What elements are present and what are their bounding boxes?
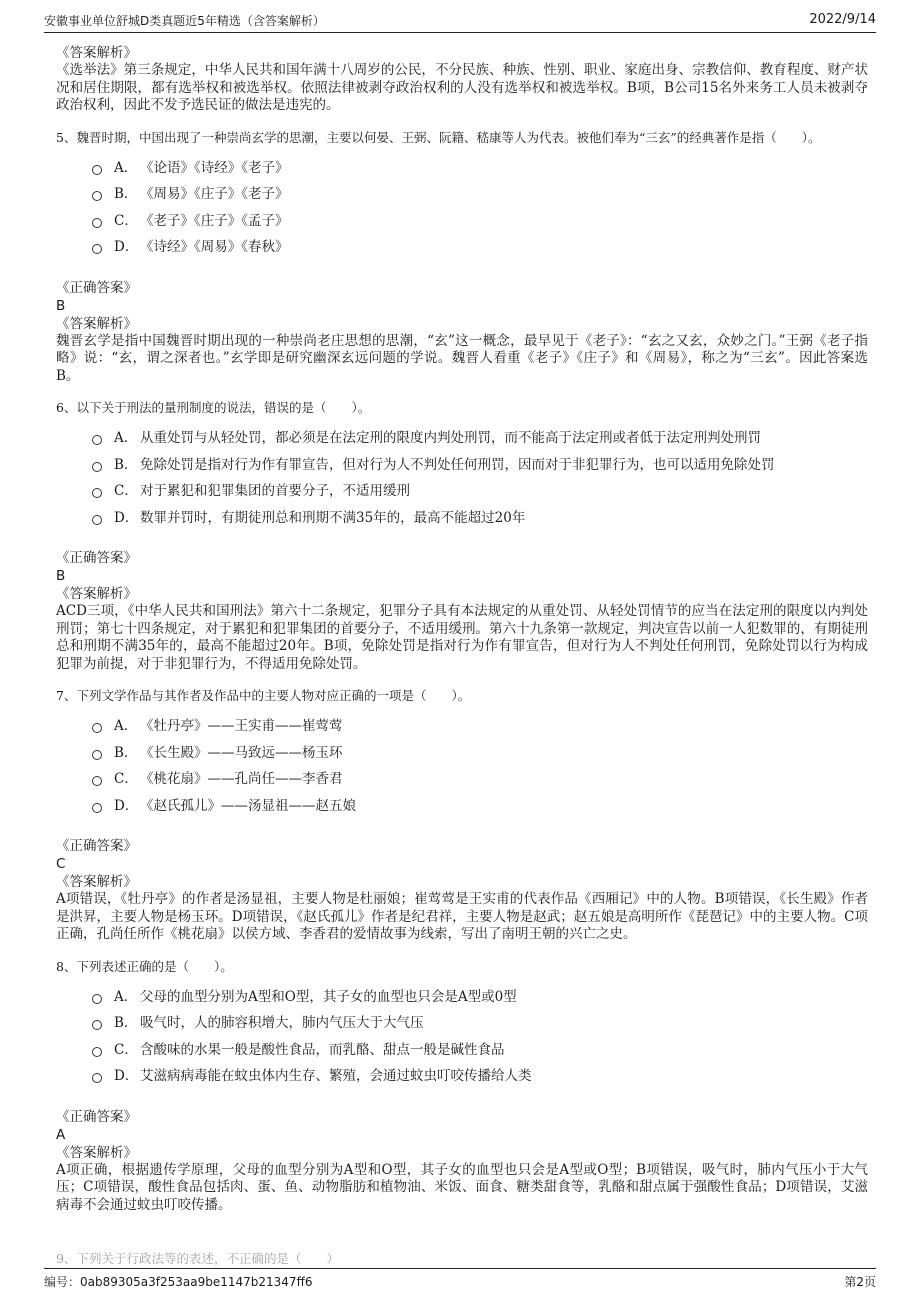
correct-answer-label: 《正确答案》 bbox=[56, 279, 137, 296]
radio-icon[interactable] bbox=[92, 435, 102, 445]
option-letter: C． bbox=[114, 483, 138, 500]
option-text: 《牡丹亭》——王实甫——崔莺莺 bbox=[140, 718, 343, 735]
option-text: 艾滋病病毒能在蚊虫体内生存、繁殖，会通过蚊虫叮咬传播给人类 bbox=[140, 1068, 532, 1085]
option-text: 《桃花扇》——孔尚任——李香君 bbox=[140, 771, 343, 788]
answer-section bbox=[56, 1108, 868, 1215]
header-date: 2022/9/14 bbox=[809, 12, 876, 27]
correct-answer: A bbox=[56, 1126, 66, 1143]
correct-answer-label: 《正确答案》 bbox=[56, 1108, 137, 1125]
option-text: 含酸味的水果一般是酸性食品，而乳酪、甜点一般是碱性食品 bbox=[140, 1041, 505, 1058]
option-text: 《赵氏孤儿》——汤显祖——赵五娘 bbox=[140, 797, 356, 814]
option-letter: C． bbox=[114, 771, 138, 788]
option-letter: A． bbox=[114, 159, 138, 176]
question-stem: 5、魏晋时期，中国出现了一种崇尚玄学的思潮，主要以何晏、王弼、阮籍、嵇康等人为代表。被他们奉为“三玄”的经典著作是指（ ）。 bbox=[56, 129, 821, 145]
answer-section bbox=[56, 837, 868, 944]
option-1[interactable] bbox=[92, 423, 868, 450]
option-letter: B． bbox=[114, 456, 138, 473]
correct-answer: C bbox=[56, 856, 66, 872]
page-header bbox=[44, 12, 876, 33]
question-block bbox=[56, 687, 868, 944]
option-list bbox=[92, 423, 868, 529]
analysis-text: 魏晋玄学是指中国魏晋时期出现的一种崇尚老庄思想的思潮，“玄”这一概念，最早见于《老子》：“玄之又玄，众妙之门。”王弼《老子指略》说：“玄，谓之深者也。”玄学即是研究幽深玄远问题的学说。魏晋人看重《老子》《庄子》和《周易》，称之为“三玄”。因此答案选B。 bbox=[56, 332, 868, 384]
option-3[interactable] bbox=[92, 206, 868, 233]
radio-icon[interactable] bbox=[92, 244, 102, 254]
radio-icon[interactable] bbox=[92, 165, 102, 175]
analysis-text: 《选举法》第三条规定，中华人民共和国年满十八周岁的公民，不分民族、种族、性别、职业、家庭出身、宗教信仰、教育程度、财产状况和居住期限，都有选举权和被选举权。依照法律被剥夺政治权利的人没有选举权和被选举权。B项，B公司15名外来务工人员未被剥夺政治权利，因此不发予选民证的做法是违宪的。 bbox=[56, 62, 868, 113]
analysis-text: A项正确，根据遗传学原理，父母的血型分别为A型和O型，其子女的血型也只会是A型或O型；B项错误，吸气时，肺内气压小于大气压；C项错误，酸性食品包括肉、蛋、鱼、动物脂肪和植物油、米饭、面食、糖类甜食等，乳酪和甜点属于强酸性食品；D项错误，艾滋病毒不会通过蚊虫叮咬传播。 bbox=[56, 1161, 868, 1213]
radio-icon[interactable] bbox=[92, 750, 102, 760]
analysis-label: 《答案解析》 bbox=[56, 874, 137, 890]
correct-answer-label: 《正确答案》 bbox=[56, 550, 137, 566]
radio-icon[interactable] bbox=[92, 218, 102, 228]
radio-icon[interactable] bbox=[92, 191, 102, 201]
correct-answer: B bbox=[56, 297, 66, 314]
option-1[interactable] bbox=[92, 982, 868, 1009]
option-4[interactable] bbox=[92, 791, 868, 818]
option-letter: C． bbox=[114, 212, 138, 229]
analysis-text: A项错误，《牡丹亭》的作者是汤显祖，主要人物是杜丽娘；崔莺莺是王实甫的代表作品《西厢记》中的人物。B项错误，《长生殿》作者是洪昇，主要人物是杨玉环。D项错误，《赵氏孤儿》作者是纪君祥，主要人物是赵武；赵五娘是高明所作《琵琶记》中的主要人物。C项正确，孔尚任所作《桃花扇》以侯方域、李香君的爱情故事为线索，写出了南明王朝的兴亡之史。 bbox=[56, 891, 868, 942]
page-content bbox=[56, 44, 868, 1214]
option-1[interactable] bbox=[92, 711, 868, 738]
option-list bbox=[92, 711, 868, 817]
radio-icon[interactable] bbox=[92, 488, 102, 498]
option-text: 对于累犯和犯罪集团的首要分子，不适用缓刑 bbox=[140, 483, 410, 500]
analysis-label: 《答案解析》 bbox=[56, 315, 137, 332]
option-letter: D． bbox=[114, 239, 139, 256]
option-letter: D． bbox=[114, 509, 139, 526]
analysis-label: 《答案解析》 bbox=[56, 45, 137, 61]
answer-section bbox=[56, 549, 868, 673]
option-2[interactable] bbox=[92, 1008, 868, 1035]
option-list bbox=[92, 982, 868, 1088]
option-4[interactable] bbox=[92, 1061, 868, 1088]
option-3[interactable] bbox=[92, 764, 868, 791]
page-footer bbox=[44, 1268, 876, 1293]
radio-icon[interactable] bbox=[92, 462, 102, 472]
radio-icon[interactable] bbox=[92, 1047, 102, 1057]
page-number: 第2页 bbox=[844, 1274, 876, 1289]
option-3[interactable] bbox=[92, 476, 868, 503]
previous-analysis bbox=[56, 44, 868, 115]
correct-answer-label: 《正确答案》 bbox=[56, 838, 137, 854]
cutoff-question-stem: 9、下列关于行政法等的表述，不正确的是（ ） bbox=[56, 1251, 339, 1266]
question-block bbox=[56, 129, 868, 386]
option-letter: A． bbox=[114, 430, 138, 447]
option-2[interactable] bbox=[92, 450, 868, 477]
option-text: 《诗经》《周易》《春秋》 bbox=[140, 239, 289, 256]
radio-icon[interactable] bbox=[92, 723, 102, 733]
analysis-label: 《答案解析》 bbox=[56, 1144, 137, 1161]
option-letter: B． bbox=[114, 186, 138, 203]
option-list bbox=[92, 153, 868, 259]
question-block bbox=[56, 958, 868, 1215]
option-2[interactable] bbox=[92, 738, 868, 765]
option-letter: C． bbox=[114, 1041, 138, 1058]
question-block bbox=[56, 399, 868, 673]
question-stem: 6、以下关于刑法的量刑制度的说法，错误的是（ ）。 bbox=[56, 400, 371, 415]
radio-icon[interactable] bbox=[92, 803, 102, 813]
option-letter: B． bbox=[114, 1015, 138, 1032]
option-text: 《周易》《庄子》《老子》 bbox=[140, 186, 289, 203]
correct-answer: B bbox=[56, 568, 66, 584]
option-letter: A． bbox=[114, 988, 138, 1005]
option-4[interactable] bbox=[92, 232, 868, 259]
radio-icon[interactable] bbox=[92, 1073, 102, 1083]
question-stem: 7、下列文学作品与其作者及作品中的主要人物对应正确的一项是（ ）。 bbox=[56, 688, 471, 703]
question-list bbox=[56, 129, 868, 1215]
radio-icon[interactable] bbox=[92, 776, 102, 786]
document-code: 编号：0ab89305a3f253aa9be1147b21347ff6 bbox=[44, 1274, 313, 1289]
answer-section bbox=[56, 279, 868, 386]
radio-icon[interactable] bbox=[92, 515, 102, 525]
radio-icon[interactable] bbox=[92, 994, 102, 1004]
option-2[interactable] bbox=[92, 179, 868, 206]
option-text: 《论语》《诗经》《老子》 bbox=[140, 159, 289, 176]
document-title: 安徽事业单位舒城D类真题近5年精选（含答案解析） bbox=[44, 14, 325, 28]
option-letter: D． bbox=[114, 1068, 139, 1085]
option-letter: A． bbox=[114, 718, 138, 735]
option-letter: D． bbox=[114, 797, 139, 814]
option-text: 《老子》《庄子》《孟子》 bbox=[140, 212, 289, 229]
option-text: 数罪并罚时，有期徒刑总和刑期不满35年的，最高不能超过20年 bbox=[140, 509, 526, 526]
option-text: 吸气时，人的肺容积增大，肺内气压大于大气压 bbox=[140, 1015, 424, 1032]
option-4[interactable] bbox=[92, 503, 868, 530]
option-letter: B． bbox=[114, 744, 138, 761]
radio-icon[interactable] bbox=[92, 1020, 102, 1030]
option-text: 父母的血型分别为A型和O型，其子女的血型也只会是A型或0型 bbox=[140, 988, 517, 1005]
option-text: 《长生殿》——马致远——杨玉环 bbox=[140, 744, 343, 761]
analysis-text: ACD三项，《中华人民共和国刑法》第六十二条规定，犯罪分子具有本法规定的从重处罚、从轻处罚情节的应当在法定刑的限度以内判处刑罚；第七十四条规定，对于累犯和犯罪集团的首要分子，不适用缓刑。第六十九条第一款规定，判决宣告以前一人犯数罪的，有期徒刑总和刑期不满35年的，最高不能超过20年。B项，免除处罚是指对行为作有罪宣告，但对行为人不判处任何刑罚，免除处罚以行为构成犯罪为前提，对于非犯罪行为，不得适用免除处罚。 bbox=[56, 603, 868, 672]
analysis-label: 《答案解析》 bbox=[56, 586, 137, 602]
question-stem: 8、下列表述正确的是（ ）。 bbox=[56, 958, 233, 974]
option-1[interactable] bbox=[92, 153, 868, 180]
option-3[interactable] bbox=[92, 1035, 868, 1062]
option-text: 从重处罚与从轻处罚，都必须是在法定刑的限度内判处刑罚，而不能高于法定刑或者低于法定刑判处刑罚 bbox=[140, 430, 761, 447]
option-text: 免除处罚是指对行为作有罪宣告，但对行为人不判处任何刑罚，因而对于非犯罪行为，也可以适用免除处罚 bbox=[140, 456, 775, 473]
